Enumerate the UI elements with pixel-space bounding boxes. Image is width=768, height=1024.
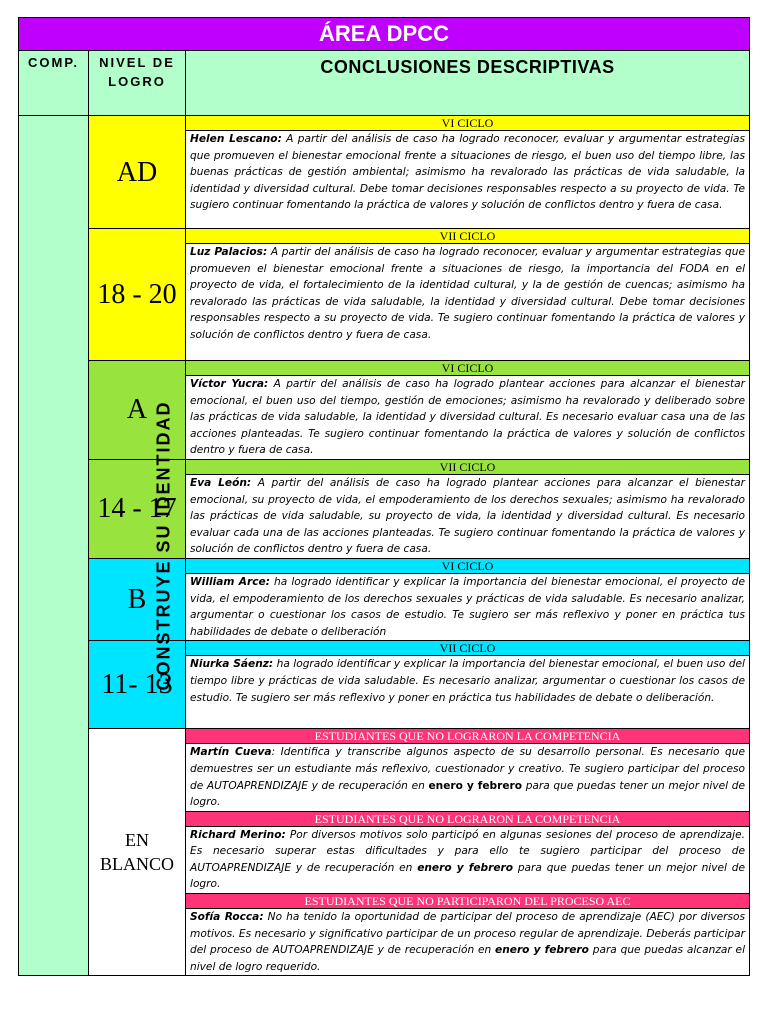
student-name: Richard Merino: xyxy=(190,828,286,841)
cycle-label: VI CICLO xyxy=(186,559,749,574)
page-title: ÁREA DPCC xyxy=(19,18,750,51)
conclusion-body: A partir del análisis de caso ha logrado plantear acciones para alcanzar el bienestar emocional, el buen uso del tiempo, gestión de emociones; asimismo ha revalorado y deliberado sobre las prácticas de vida saludable, la identidad y diversidad cultural. Es necesario evaluar casa una de las acciones planteadas. Te sugiero continuar fomentando la práctica de valores y solución de conflictos dentro y fuera de casa. xyxy=(190,378,746,457)
student-name: Niurka Sáenz: xyxy=(190,658,274,671)
cycle-label: ESTUDIANTES QUE NO LOGRARON LA COMPETENCIA xyxy=(186,811,749,827)
level-b-range: 11- 13 xyxy=(89,641,186,729)
level-a: A xyxy=(89,361,186,460)
student-name: Eva León: xyxy=(190,476,252,489)
cycle-label: ESTUDIANTES QUE NO PARTICIPARON DEL PROCESO AEC xyxy=(186,893,749,909)
conclusion-text xyxy=(186,475,749,558)
cycle-label: ESTUDIANTES QUE NO LOGRARON LA COMPETENCIA xyxy=(186,729,749,744)
cycle-label: VI CICLO xyxy=(186,361,749,376)
conclusion-ad-vi xyxy=(186,116,750,229)
emphasis: enero y febrero xyxy=(495,944,589,957)
dpcc-table xyxy=(18,17,750,976)
cycle-label: VI CICLO xyxy=(186,116,749,131)
cycle-label: VII CICLO xyxy=(186,641,749,656)
conclusion-body: : Identifica y transcribe algunos aspecto de su desarrollo personal. Es necesario que demuestres ser un estudiante más reflexivo, cuestionador y creativo. Te sugiero participar del proceso de AUTOAPRENDIZAJE y de recuperación en xyxy=(190,746,746,792)
conclusion-body: para que puedas tener un mejor nivel de logro. xyxy=(190,861,746,891)
cycle-label: VII CICLO xyxy=(186,229,749,244)
level-a-range: 14 - 17 xyxy=(89,459,186,558)
conclusion-body: ha logrado identificar y explicar la importancia del bienestar emocional, el proyecto de vida, el empoderamiento de los derechos sexuales y prácticas de vida saludable. Es necesario analizar, argumentar o cuestionar los casos de estudio. Te sugiero ser más reflexivo y poner en práctica tus habilidades de debate o deliberación xyxy=(190,575,746,638)
level-ad: AD xyxy=(89,116,186,229)
conclusion-text xyxy=(186,376,749,459)
level-ad-range: 18 - 20 xyxy=(89,229,186,361)
student-name: William Arce: xyxy=(190,575,270,588)
conclusion-text xyxy=(186,744,749,810)
conclusion-text xyxy=(186,574,749,640)
header-comp: COMP. xyxy=(19,51,89,116)
conclusion-a-vi xyxy=(186,361,750,460)
conclusion-body: A partir del análisis de caso ha logrado plantear acciones para alcanzar el bienestar emocional, su proyecto de vida, el empoderamiento de los derechos sexuales; asimismo ha revalorado las prácticas de vida saludable, su proyecto de vida, la identidad y diversidad cultural. Es necesario evaluar cada una de las acciones planteadas. Te sugiero continuar fomentando la práctica de valores y solución de conflictos dentro y fuera de casa. xyxy=(190,476,746,556)
conclusion-body: ha logrado identificar y explicar la importancia del bienestar emocional, el buen uso del tiempo libre y prácticas de vida saludable. Es necesario analizar, argumentar o cuestionar los casos de estudio. Te sugiero ser más reflexivo y poner en práctica tus habilidades de debate o deliberación. xyxy=(190,658,746,704)
conclusion-body: No ha tenido la oportunidad de participar del proceso de aprendizaje (AEC) por diversos motivos. Es necesario y significativo participar de un proceso regular de aprendizaje. Deberás participar del proceso de AUTOAPRENDIZAJE y de recuperación en xyxy=(190,911,746,957)
header-nivel: NIVEL DE LOGRO xyxy=(89,51,186,116)
conclusion-a-vii xyxy=(186,459,750,558)
conclusion-body: Por diversos motivos solo participó en algunas sesiones del proceso de aprendizaje. Es necesario superar estas dificultades y para ello te sugiero participar del proceso de AUTOAPRENDIZAJE y de recuperación en xyxy=(190,828,746,874)
emphasis: enero y febrero xyxy=(428,779,523,792)
conclusion-text xyxy=(186,656,749,706)
conclusion-text xyxy=(186,909,749,975)
student-name: Luz Palacios: xyxy=(190,246,268,258)
conclusion-body: A partir del análisis de caso ha logrado reconocer, evaluar y argumentar estrategias que promueven el bienestar emocional frente a situaciones de riesgo, el buen uso del tiempo libre, las buenas prácticas de gestión ambiental; asimismo ha revalorado las prácticas de vida saludable, la identidad y diversidad cultural. Debe tomar decisiones responsables respecto a su proyecto de vida. Te sugiero continuar fomentando la práctica de valores y solución de conflictos dentro y fuera de casa. xyxy=(190,133,746,212)
student-name: Helen Lescano: xyxy=(190,133,282,145)
conclusion-body: para que puedas tener un mejor nivel de logro. xyxy=(190,779,745,809)
conclusion-b-vii xyxy=(186,641,750,729)
competencia-label: CONSTRUYE SU IDENTIDAD xyxy=(153,400,174,691)
level-b: B xyxy=(89,558,186,640)
header-conclusiones: CONCLUSIONES DESCRIPTIVAS xyxy=(186,51,750,116)
conclusion-text xyxy=(186,244,749,344)
cycle-label: VII CICLO xyxy=(186,460,749,475)
student-name: Víctor Yucra: xyxy=(190,378,269,390)
conclusion-body: para que puedas alcanzar el nivel de logro requerido. xyxy=(190,944,746,973)
conclusion-body: A partir del análisis de caso ha logrado reconocer, evaluar y argumentar estrategias que promueven el bienestar emocional frente a situaciones de riesgo, la importancia del FODA en el proyecto de vida, el fortalecimiento de la identidad cultural, y la de gestión de cuencas; asimismo ha revalorado las prácticas de vida saludable, la identidad y diversidad cultural. Debe tomar decisiones responsables respecto a su proyecto de vida. Te sugiero continuar fomentando la práctica de valores y solución de conflictos dentro y fuera de casa. xyxy=(190,246,746,341)
student-name: Martín Cueva xyxy=(190,746,272,759)
conclusion-b-vi xyxy=(186,558,750,640)
conclusion-blank xyxy=(186,729,750,976)
student-name: Sofía Rocca: xyxy=(190,911,264,924)
emphasis: enero y febrero xyxy=(417,861,514,874)
level-blank: EN BLANCO xyxy=(89,729,186,976)
conclusion-ad-vii xyxy=(186,229,750,361)
conclusion-text xyxy=(186,131,749,214)
conclusion-text xyxy=(186,827,749,893)
